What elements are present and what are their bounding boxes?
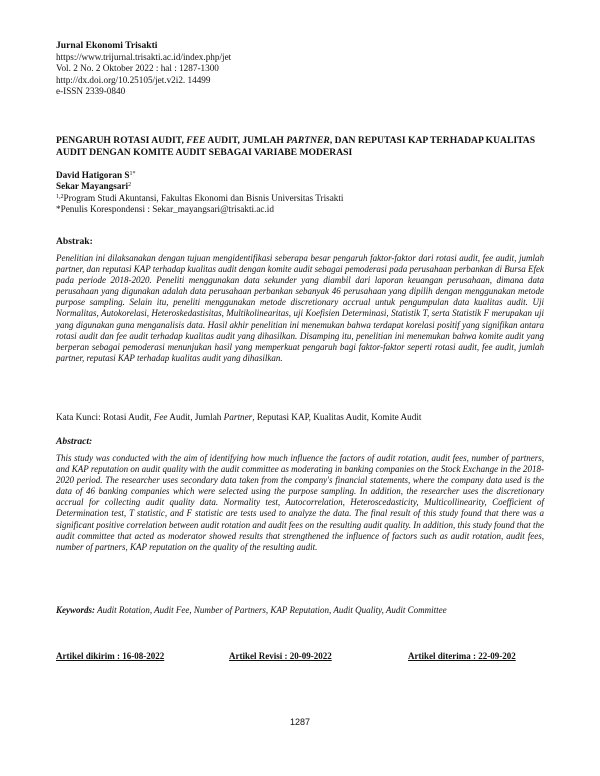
kata-kunci-fee: Fee [153, 412, 168, 422]
journal-volume: Vol. 2 No. 2 Oktober 2022 : hal : 1287-1300 [56, 63, 219, 74]
date-submitted: Artikel dikirim : 16-08-2022 [56, 651, 165, 661]
abstract-body: This study was conducted with the aim of identifying how much influence the factors of audit rotation, audit fees, number of partners, and KAP reputation on audit quality with the audit committee as moderating in banking companies on the Stock Exchange in the 2018-2020 period. The researcher uses secondary data taken from the company's financial statements, where the company data used is the data of 46 banking companies which were selected using the purpose sampling. In addition, the researcher uses the discretionary accrual for collecting audit quality data. Normality test, Autocorrelation, Heteroscedasticity, Multicollinearity, Coefficient of Determination test, T statistic, and F statistic are tests used to analyze the data. The final result of this study found that there was a significant positive correlation between audit rotation and audit fees on the resulting audit quality. In addition, this study found that the audit committee that acted as moderator showed results that strengthened the influence of factors such as audit rotation, audit fees, number of partners, KAP reputation on the quality of the resulting audit. [56, 453, 544, 552]
affiliation: Program Studi Akuntansi, Fakultas Ekonomi dan Bisnis Universitas Trisakti [63, 192, 344, 203]
journal-url[interactable]: https://www.trijurnal.trisakti.ac.id/index.php/jet [56, 51, 232, 62]
issn: e-ISSN 2339-0840 [56, 86, 126, 97]
author-1-sup: 1* [129, 171, 136, 177]
author-1: David Hatigoran S [56, 170, 130, 180]
page-number: 1287 [289, 717, 311, 727]
abstract-heading: Abstract: [56, 436, 93, 447]
title-part-2: AUDIT, JUMLAH [205, 135, 287, 146]
paper-title [56, 135, 556, 160]
doi-link[interactable]: http://dx.doi.org/10.25105/jet.v2i2. 14499 [56, 74, 211, 85]
journal-header [56, 40, 556, 98]
authors-block [56, 170, 556, 216]
title-fee: FEE [186, 135, 206, 146]
keywords-label: Keywords: [56, 605, 95, 615]
kata-kunci-partner: Partner [223, 412, 253, 422]
title-part-3: , DAN REPUTASI KAP TERHADAP KUALITAS AUDIT DENGAN KOMITE AUDIT SEBAGAI VARIABE MODERASI [56, 135, 536, 159]
title-part-1: PENGARUH ROTASI AUDIT, [56, 135, 187, 146]
journal-name: Jurnal Ekonomi Trisakti [56, 40, 158, 51]
date-accepted: Artikel diterima : 22-09-202 [408, 651, 516, 661]
kata-kunci-part-2: Audit, Jumlah [167, 412, 224, 422]
affiliation-sup: 1,2 [56, 193, 64, 200]
kata-kunci-part-1: Kata Kunci: Rotasi Audit, [56, 412, 154, 422]
title-partner: PARTNER [286, 135, 330, 146]
abstrak-body: Penelitian ini dilaksanakan dengan tujuan mengidentifikasi seberapa besar pengaruh faktor-faktor dari rotasi audit, fee audit, jumlah partner, dan reputasi KAP terhadap kualitas audit dengan komite audit sebagai pemoderasi pada perusahaan perbankan di Bursa Efek pada periode 2018-2020. Peneliti menggunakan data sekunder yang diambil dari laporan keuangan perusahaan, dimana data perusahaan yang digunakan adalah data perusahaan perbankan sebanyak 46 perusahaan yang dipilih dengan menggunakan metode purpose sampling. Selain itu, peneliti menggunakan metode discretionary accrual untuk pengumpulan data kualitas audit. Uji Normalitas, Autokorelasi, Heteroskedastisitas, Multikolinearitas, uji Koefisien Determinasi, Statistik T, serta Statistik F merupakan uji yang digunakan guna menganalisis data. Hasil akhir penelitian ini menemukan bahwa terdapat korelasi positif yang signifikan antara rotasi audit dan fee audit terhadap kualitas audit yang dihasilkan. Disamping itu, penelitian ini menemukan bahwa komite audit yang berperan sebagai pemoderasi menunjukan hasil yang memperkuat pengaruh bagi faktor-faktor seperti rotasi audit, fee audit, jumlah partner, reputasi KAP terhadap kualitas audit yang dihasilkan. [56, 253, 544, 363]
kata-kunci [56, 412, 556, 422]
keywords-text: Audit Rotation, Audit Fee, Number of Partners, KAP Reputation, Audit Quality, Audit Committee [95, 605, 447, 615]
kata-kunci-part-3: , Reputasi KAP, Kualitas Audit, Komite Audit [252, 412, 422, 422]
correspondence: *Penulis Korespondensi : Sekar_mayangsari@trisakti.ac.id [56, 204, 274, 215]
author-2: Sekar Mayangsari [56, 181, 129, 192]
author-2-sup: 2 [128, 182, 132, 189]
abstrak-heading: Abstrak: [56, 236, 93, 247]
date-revised: Artikel Revisi : 20-09-2022 [229, 651, 332, 661]
keywords [56, 605, 556, 615]
